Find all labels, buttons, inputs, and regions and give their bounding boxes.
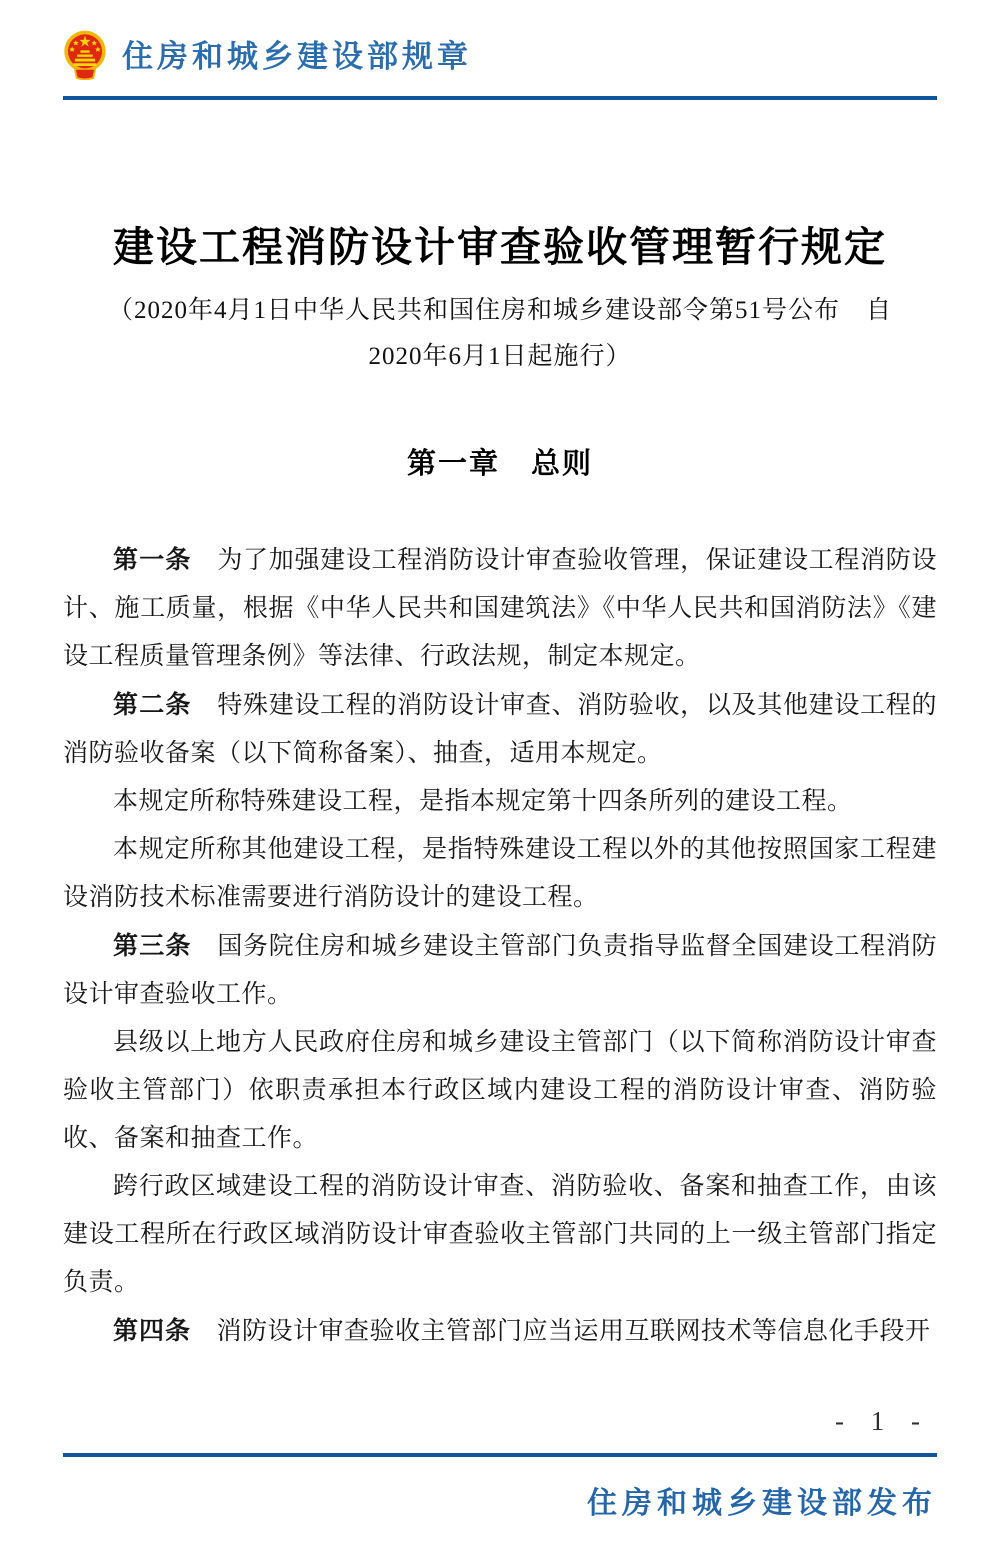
document-subtitle-line1: （2020年4月1日中华人民共和国住房和城乡建设部令第51号公布 自 — [107, 297, 892, 324]
body-paragraph: 跨行政区域建设工程的消防设计审查、消防验收、备案和抽查工作，由该建设工程所在行政区域消防设计审查验收主管部门共同的上一级主管部门指定负责。 — [63, 1173, 937, 1296]
article-paragraph: 第四条 消防设计审查验收主管部门应当运用互联网技术等信息化手段开 — [113, 1317, 931, 1345]
publisher-label: 住房和城乡建设部发布 — [587, 1487, 937, 1520]
article-number: 第一条 — [113, 546, 192, 574]
page-header — [62, 30, 937, 80]
footer-divider — [63, 1453, 937, 1457]
national-emblem-icon — [62, 30, 108, 80]
chapter-heading: 第一章 总则 — [406, 448, 593, 480]
header-divider — [63, 96, 937, 100]
page-number: - 1 - — [835, 1406, 930, 1436]
body-paragraph: 县级以上地方人民政府住房和城乡建设主管部门（以下简称消防设计审查验收主管部门）依职责承担本行政区域内建设工程的消防设计审查、消防验收、备案和抽查工作。 — [63, 1029, 937, 1152]
document-subtitle-line2: 2020年6月1日起施行） — [368, 343, 632, 370]
article-number: 第四条 — [113, 1317, 192, 1345]
article-paragraph: 第一条 为了加强建设工程消防设计审查验收管理，保证建设工程消防设计、施工质量，根据《中华人民共和国建筑法》《中华人民共和国消防法》《建设工程质量管理条例》等法律、行政法规，制定本规定。 — [63, 546, 937, 670]
article-number: 第三条 — [113, 932, 192, 960]
document-paragraphs — [63, 536, 937, 1356]
article-paragraph: 第三条 国务院住房和城乡建设主管部门负责指导监督全国建设工程消防设计审查验收工作。 — [63, 932, 937, 1008]
header-title: 住房和城乡建设部规章 — [122, 38, 472, 74]
document-title: 建设工程消防设计审查验收管理暂行规定 — [113, 224, 887, 270]
body-paragraph: 本规定所称特殊建设工程，是指本规定第十四条所列的建设工程。 — [113, 788, 853, 815]
article-number: 第二条 — [113, 691, 192, 719]
article-paragraph: 第二条 特殊建设工程的消防设计审查、消防验收，以及其他建设工程的消防验收备案（以下简称备案）、抽查，适用本规定。 — [63, 691, 937, 767]
body-paragraph: 本规定所称其他建设工程，是指特殊建设工程以外的其他按照国家工程建设消防技术标准需要进行消防设计的建设工程。 — [63, 836, 937, 911]
